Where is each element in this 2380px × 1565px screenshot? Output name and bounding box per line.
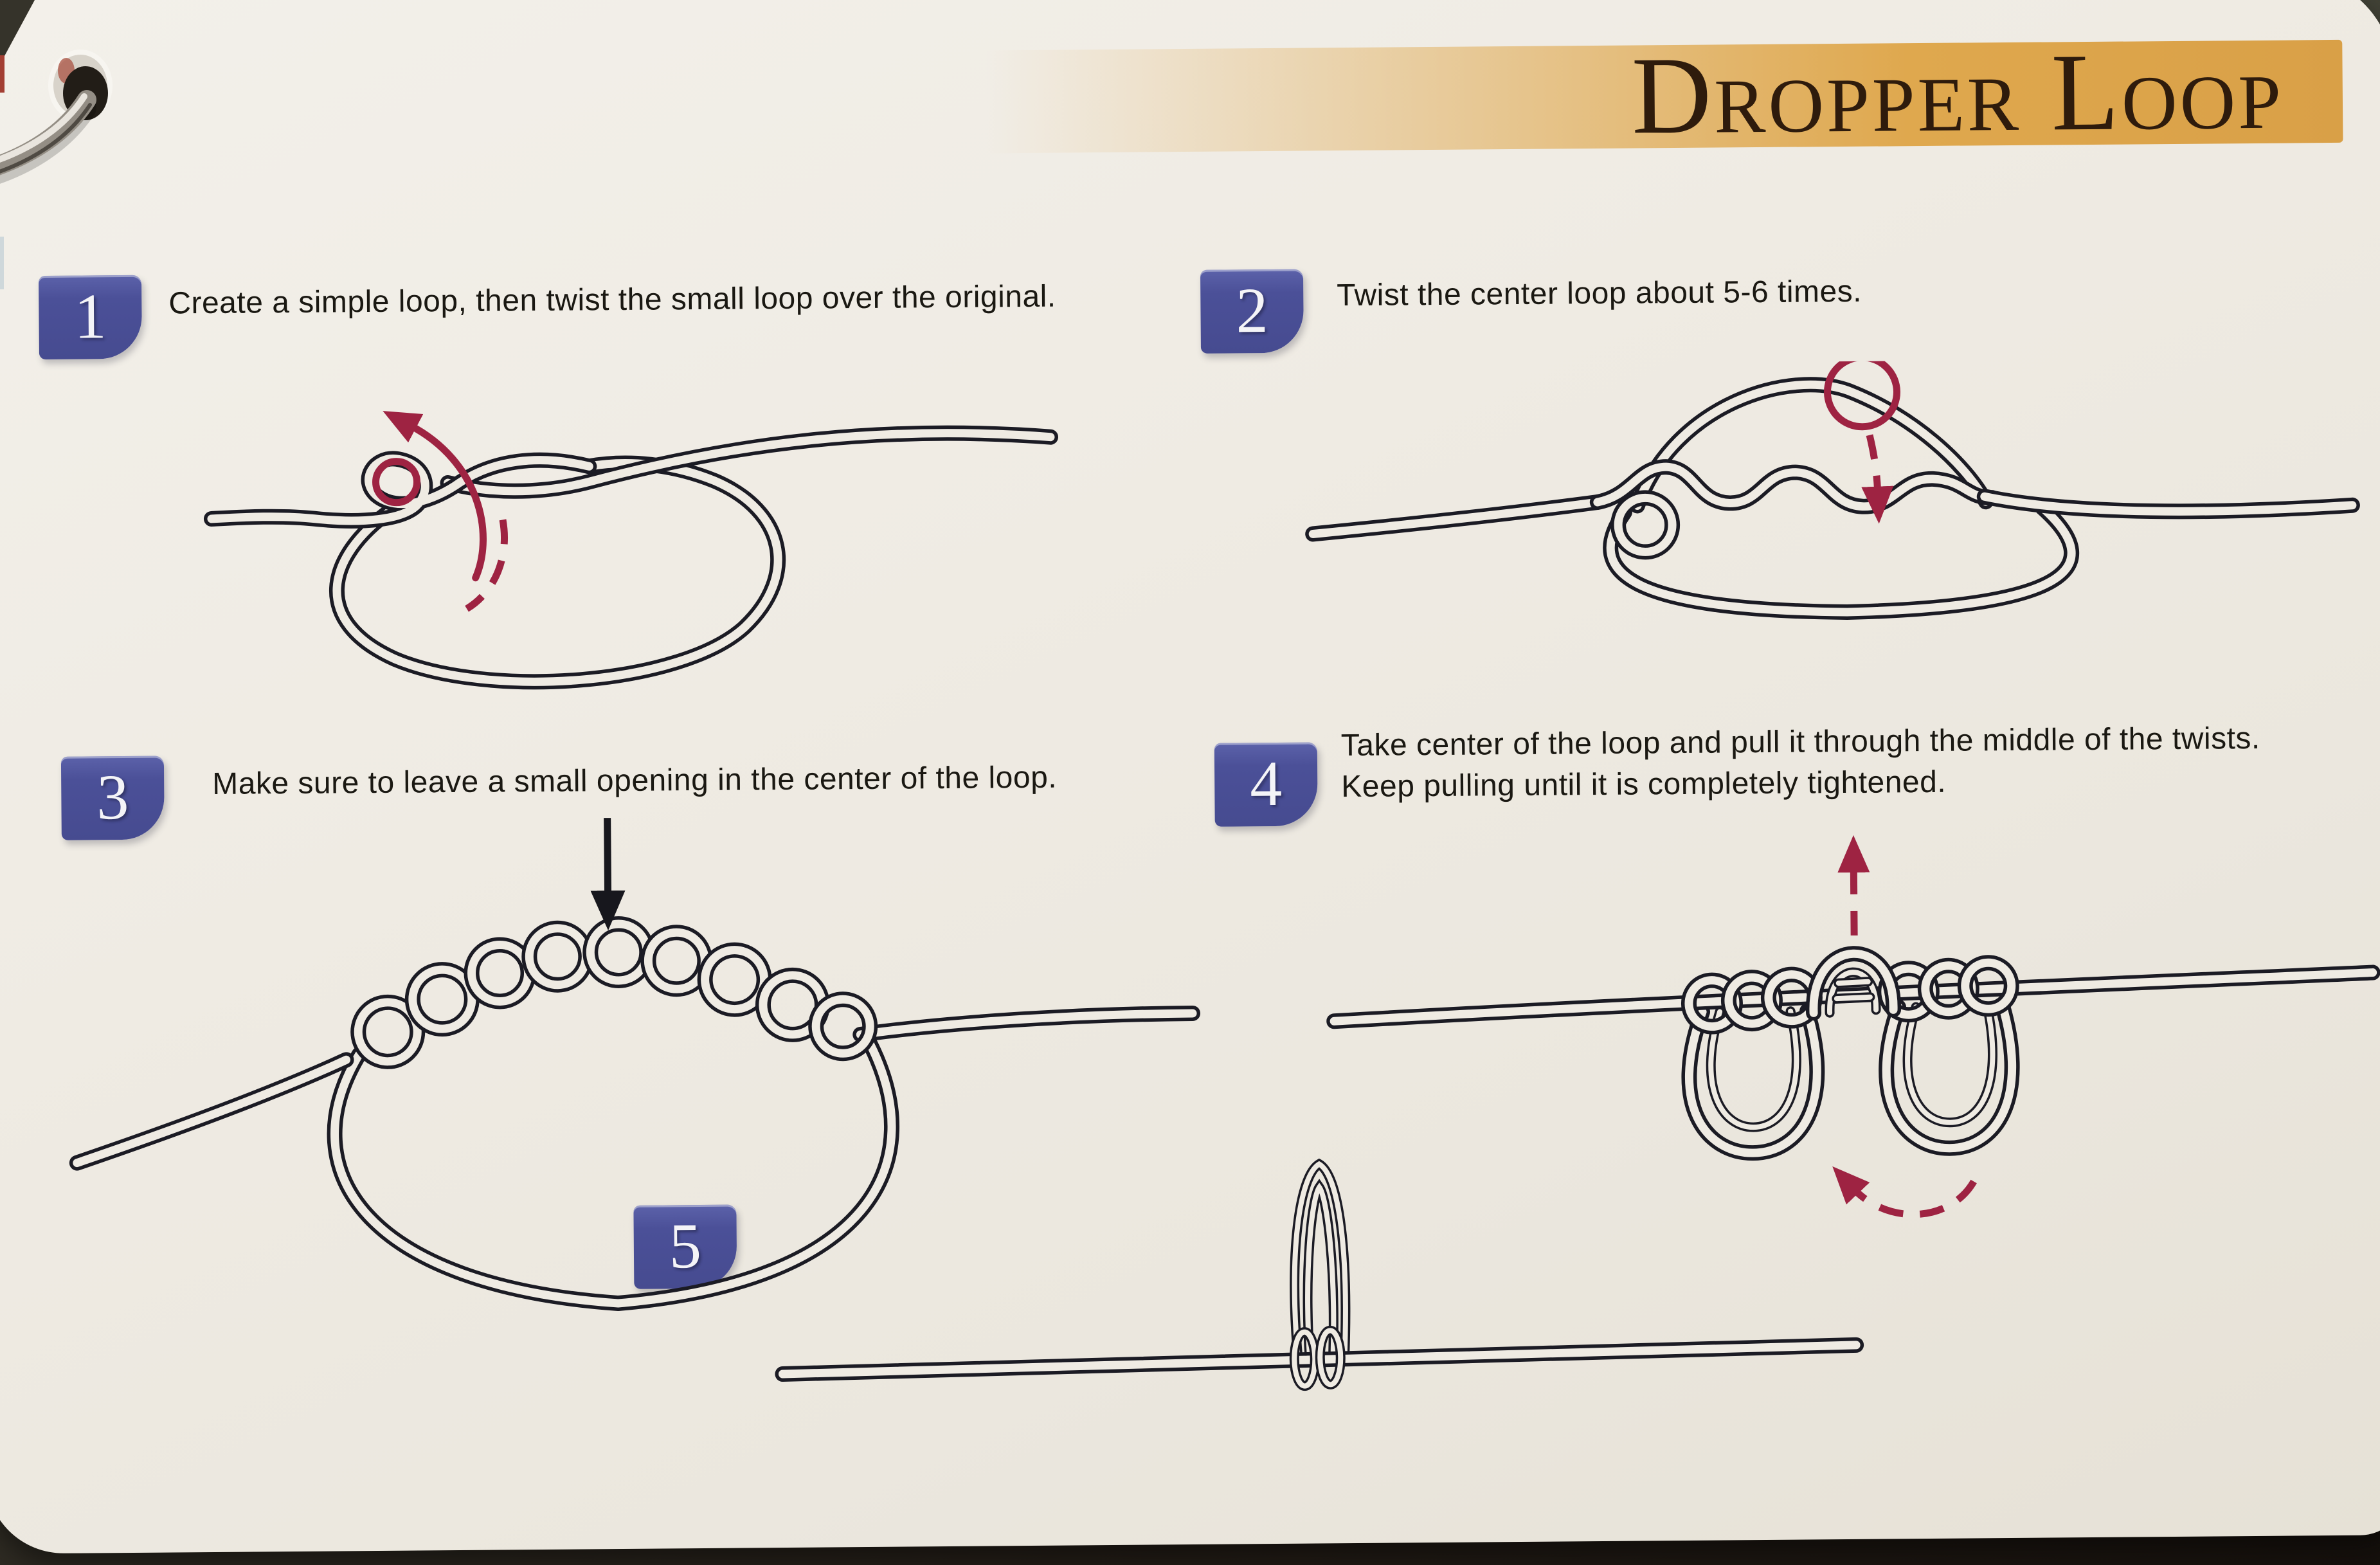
step-4-badge (1214, 742, 1318, 826)
step-1-number: 1 (74, 280, 107, 352)
step-4-text-line1: Take center of the loop and pull it through the middle of the twists. (1340, 721, 2260, 763)
step-2-number: 2 (1236, 275, 1268, 347)
step-2-badge (1200, 269, 1304, 354)
step-1-text: Create a simple loop, then twist the small loop over the original. (168, 279, 1056, 321)
step-4-text (1341, 717, 2380, 808)
step-2-text: Twist the center loop about 5-6 times. (1337, 274, 1862, 313)
step-5-knot-diagram (736, 1132, 1908, 1405)
title-banner (984, 30, 2343, 158)
step-1-knot-diagram (177, 380, 1079, 696)
step-3-number: 3 (96, 761, 129, 833)
twisted-section (357, 922, 870, 1062)
edge-sliver-red (0, 55, 5, 93)
binder-ring (0, 39, 161, 193)
step-3-text: Make sure to leave a small opening in the center of the loop. (212, 760, 1058, 801)
step-1-badge (39, 275, 142, 359)
pull-up-arrow (1853, 866, 1854, 936)
step-2-knot-diagram (1302, 357, 2380, 700)
page-title: Dropper Loop (1631, 30, 2284, 158)
edge-sliver-blue (0, 237, 4, 289)
step-4-number: 4 (1249, 747, 1283, 820)
step-4-text-line2: Keep pulling until it is completely tightened. (1341, 764, 1947, 804)
step-5-number: 5 (669, 1209, 702, 1282)
insert-down-arrow (1870, 435, 1878, 493)
